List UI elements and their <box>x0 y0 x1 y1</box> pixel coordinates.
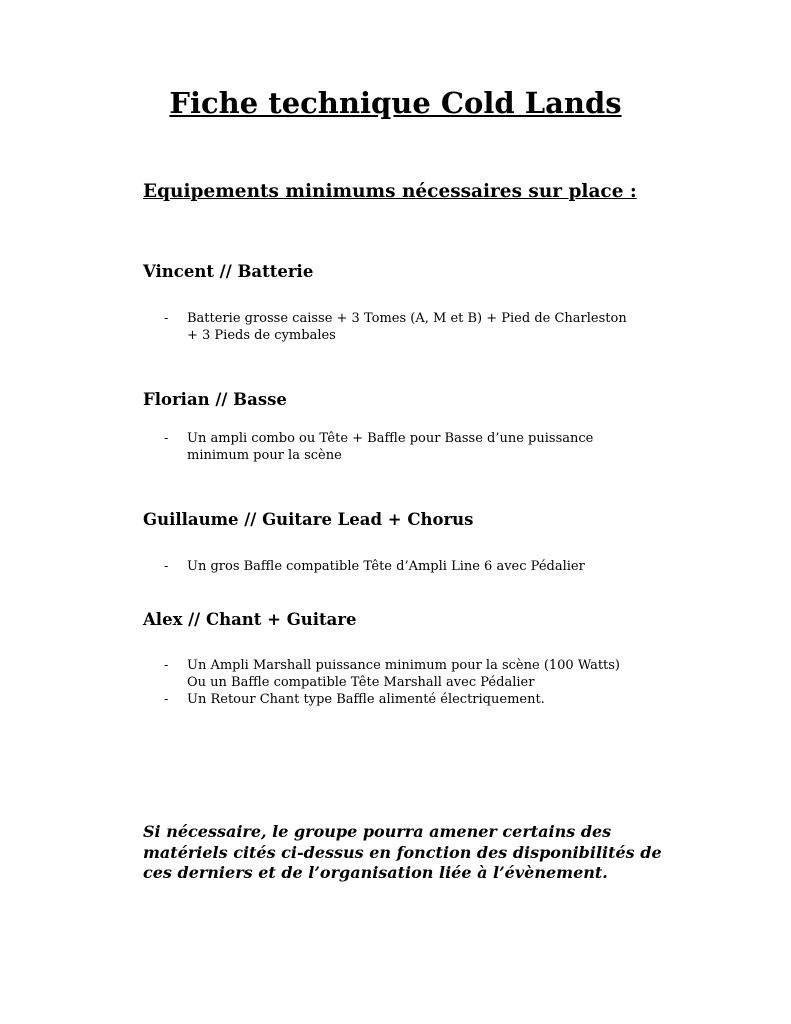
bullet-dash: - <box>164 431 169 446</box>
list-item-text: Un Retour Chant type Baffle alimenté électriquement. <box>187 692 545 707</box>
list-item-text: Un Ampli Marshall puissance minimum pour la scène (100 Watts) Ou un Baffle compatible Tête Marshall avec Pédalier <box>187 658 621 690</box>
bullet-dash: - <box>164 658 169 673</box>
section-heading: Equipements minimums nécessaires sur place : <box>143 181 637 202</box>
list-item-text: Un ampli combo ou Tête + Baffle pour Basse d’une puissance minimum pour la scène <box>187 431 594 463</box>
list-item-text: Un gros Baffle compatible Tête d’Ampli Line 6 avec Pédalier <box>187 559 585 574</box>
list-item-text: Batterie grosse caisse + 3 Tomes (A, M et B) + Pied de Charleston + 3 Pieds de cymbales <box>187 311 627 343</box>
member-vincent-heading: Vincent // Batterie <box>143 262 314 281</box>
member-alex-heading: Alex // Chant + Guitare <box>143 610 357 629</box>
member-guillaume-heading: Guillaume // Guitare Lead + Chorus <box>143 510 474 529</box>
list-item <box>164 657 634 691</box>
document-title: Fiche technique Cold Lands <box>169 86 622 120</box>
bullet-dash: - <box>164 692 169 707</box>
member-florian-heading: Florian // Basse <box>143 390 287 409</box>
list-item <box>164 558 634 575</box>
bullet-dash: - <box>164 311 169 326</box>
list-item <box>164 310 634 344</box>
bullet-dash: - <box>164 559 169 574</box>
list-item <box>164 430 634 464</box>
footer-note: Si nécessaire, le groupe pourra amener certains des matériels cités ci-dessus en fonction des disponibilités de ces derniers et de l’organisation liée à l’évènement. <box>143 822 662 882</box>
list-item <box>164 691 634 708</box>
